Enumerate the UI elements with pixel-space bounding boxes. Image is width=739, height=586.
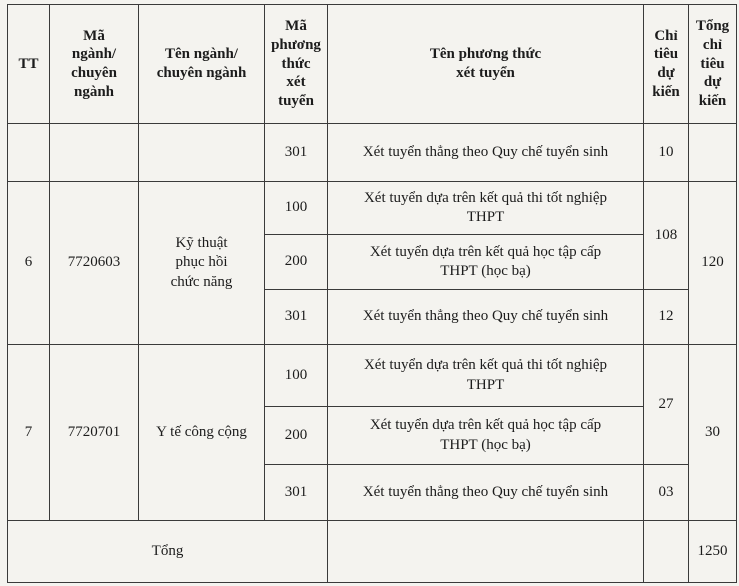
- method-name-cell: Xét tuyển thẳng theo Quy chế tuyển sinh: [328, 290, 644, 345]
- method-code-cell: 301: [265, 124, 328, 182]
- method-name-cell: Xét tuyển thẳng theo Quy chế tuyển sinh: [328, 124, 644, 182]
- method-name-cell: Xét tuyển dựa trên kết quả thi tốt nghiệp THPT: [328, 182, 644, 235]
- method-name-cell: Xét tuyển thẳng theo Quy chế tuyển sinh: [328, 465, 644, 521]
- table-row: [8, 124, 737, 182]
- header-method-code: Mã phương thức xét tuyển: [265, 5, 328, 124]
- total-quota-cell: 30: [689, 345, 737, 521]
- method-name-cell: Xét tuyển dựa trên kết quả học tập cấp THPT (học bạ): [328, 407, 644, 465]
- tt-cell: 7: [8, 345, 50, 521]
- total-value: 1250: [689, 521, 737, 583]
- header-total-quota: Tổng chỉ tiêu dự kiến: [689, 5, 737, 124]
- admission-quota-table: [7, 4, 737, 583]
- quota-cell: 12: [644, 290, 689, 345]
- method-code-cell: 100: [265, 345, 328, 407]
- major-name-cell: Kỹ thuật phục hồi chức năng: [139, 182, 265, 345]
- quota-cell: 10: [644, 124, 689, 182]
- method-name-cell: Xét tuyển dựa trên kết quả thi tốt nghiệp THPT: [328, 345, 644, 407]
- quota-cell: 03: [644, 465, 689, 521]
- major-name-cell: [139, 124, 265, 182]
- total-label: Tổng: [8, 521, 328, 583]
- header-major-code: Mã ngành/ chuyên ngành: [50, 5, 139, 124]
- method-code-cell: 301: [265, 290, 328, 345]
- tt-cell: [8, 124, 50, 182]
- header-major-name: Tên ngành/ chuyên ngành: [139, 5, 265, 124]
- table-row: [8, 345, 737, 407]
- total-row: [8, 521, 737, 583]
- major-name-cell: Y tế công cộng: [139, 345, 265, 521]
- header-quota: Chỉ tiêu dự kiến: [644, 5, 689, 124]
- header-method-name: Tên phương thức xét tuyển: [328, 5, 644, 124]
- total-quota-empty-cell: [644, 521, 689, 583]
- major-code-cell: [50, 124, 139, 182]
- major-code-cell: 7720603: [50, 182, 139, 345]
- major-code-cell: 7720701: [50, 345, 139, 521]
- quota-cell: 27: [644, 345, 689, 465]
- quota-cell: 108: [644, 182, 689, 290]
- method-code-cell: 200: [265, 235, 328, 290]
- total-quota-cell: 120: [689, 182, 737, 345]
- method-code-cell: 200: [265, 407, 328, 465]
- header-tt: TT: [8, 5, 50, 124]
- tt-cell: 6: [8, 182, 50, 345]
- method-name-cell: Xét tuyển dựa trên kết quả học tập cấp THPT (học bạ): [328, 235, 644, 290]
- header-row: [8, 5, 737, 124]
- total-spacer-cell: [328, 521, 644, 583]
- total-quota-cell: [689, 124, 737, 182]
- method-code-cell: 100: [265, 182, 328, 235]
- method-code-cell: 301: [265, 465, 328, 521]
- table-row: [8, 182, 737, 235]
